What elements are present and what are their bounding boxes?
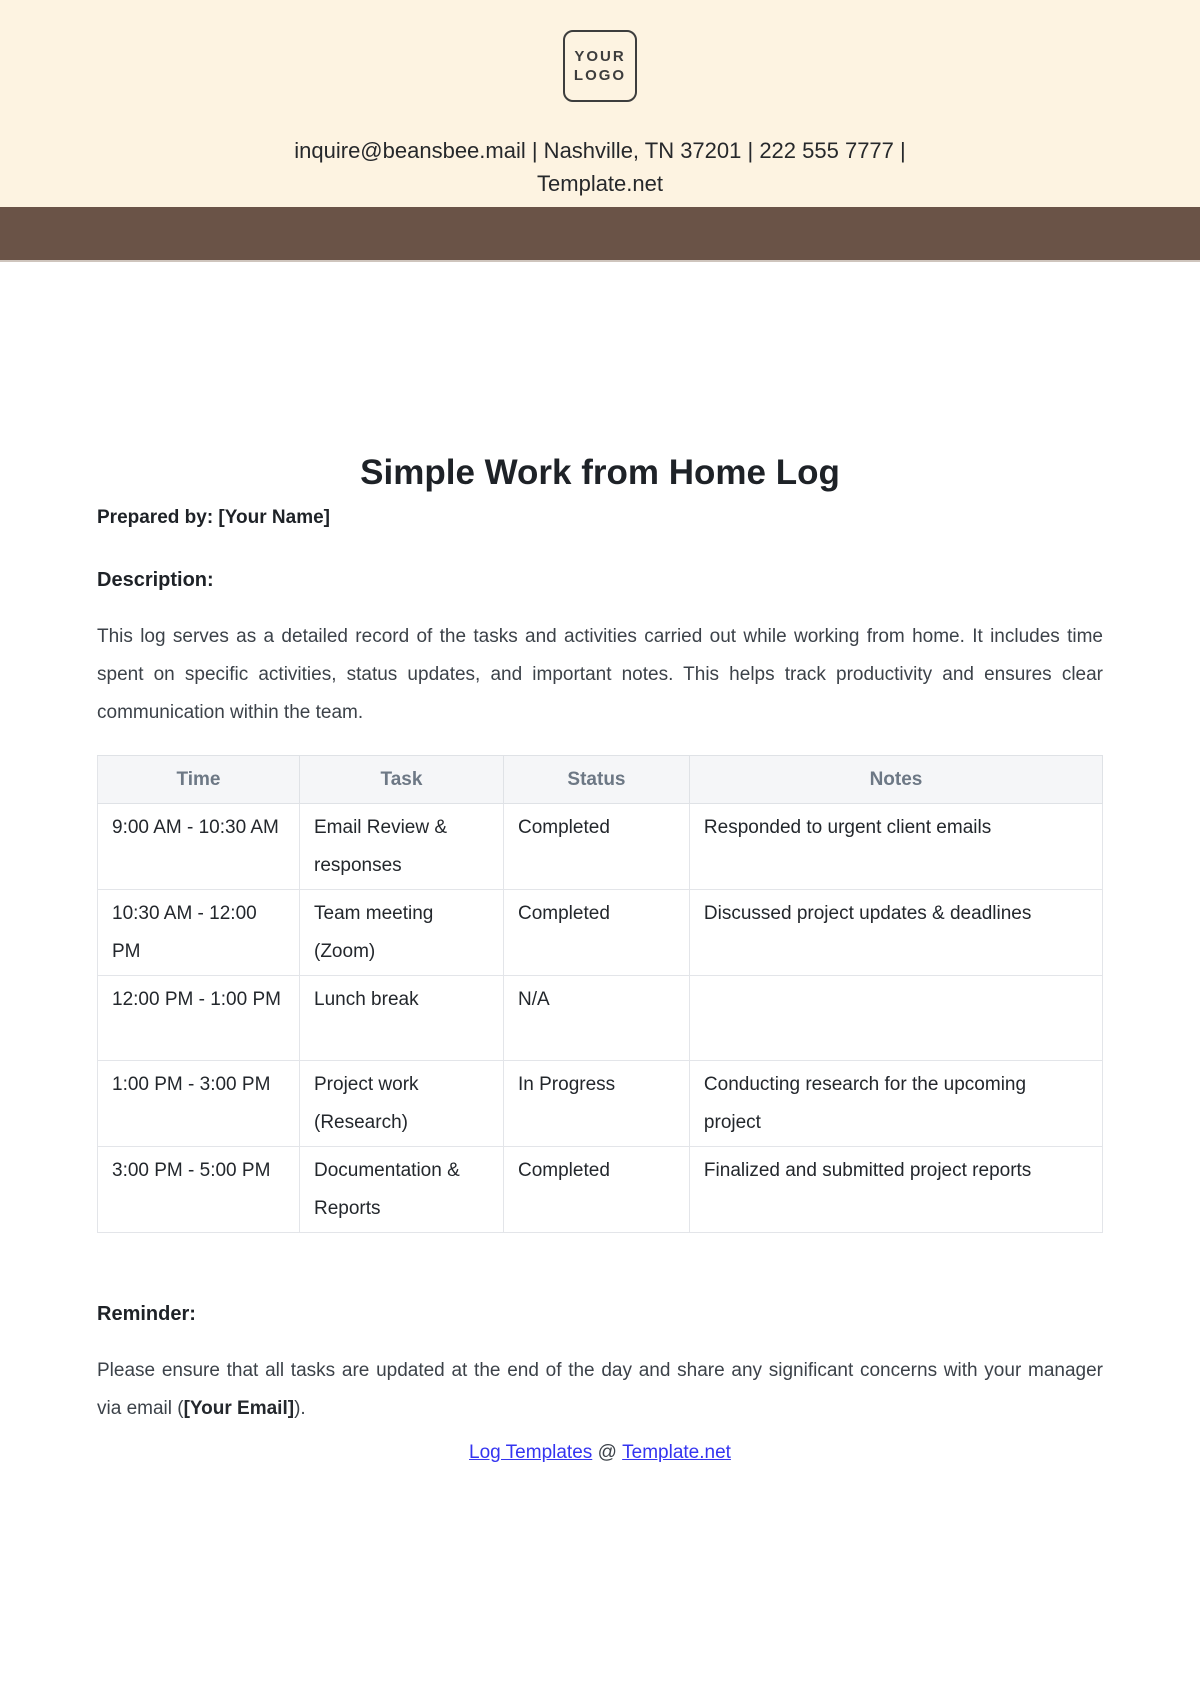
- reminder-heading: Reminder:: [97, 1303, 196, 1325]
- table-cell: Conducting research for the upcoming project: [689, 1061, 1102, 1147]
- table-header-row: [98, 756, 1103, 804]
- contact-info: inquire@beansbee.mail | Nashville, TN 37201 | 222 555 7777 | Template.net: [294, 138, 906, 196]
- table-cell: Documentation & Reports: [300, 1147, 504, 1233]
- reminder-text-before: Please ensure that all tasks are updated at the end of the day and share any significant concerns with your manager via email (: [97, 1360, 1103, 1419]
- table-row: [98, 890, 1103, 976]
- table-cell: N/A: [504, 976, 690, 1061]
- logo-text-line1: YOUR: [574, 48, 626, 65]
- table-row: [98, 1147, 1103, 1233]
- table-cell: [689, 976, 1102, 1061]
- header-cell-time: Time: [98, 756, 300, 804]
- table-cell: Completed: [504, 804, 690, 890]
- reminder-email-placeholder: [Your Email]: [183, 1398, 295, 1419]
- footer-links: [97, 1440, 1103, 1466]
- table-cell: Lunch break: [300, 976, 504, 1061]
- description-paragraph: This log serves as a detailed record of the tasks and activities carried out while working from home. It includes time spent on specific activities, status updates, and important notes. This helps track productivity and ensures clear communication within the team.: [97, 626, 1103, 723]
- prepared-by: Prepared by: [Your Name]: [97, 507, 330, 528]
- table-cell: 1:00 PM - 3:00 PM: [98, 1061, 300, 1147]
- page-title: Simple Work from Home Log: [360, 453, 840, 492]
- template-net-link[interactable]: Template.net: [622, 1442, 731, 1463]
- log-table-body: [98, 804, 1103, 1233]
- table-cell: Responded to urgent client emails: [689, 804, 1102, 890]
- table-cell: Discussed project updates & deadlines: [689, 890, 1102, 976]
- table-cell: Completed: [504, 1147, 690, 1233]
- table-row: [98, 976, 1103, 1061]
- header-cell-status: Status: [504, 756, 690, 804]
- divider-bar: [0, 207, 1200, 262]
- table-cell: Team meeting (Zoom): [300, 890, 504, 976]
- table-row: [98, 804, 1103, 890]
- table-row: [98, 1061, 1103, 1147]
- at-separator: @: [597, 1442, 617, 1463]
- reminder-text-after: ).: [294, 1398, 306, 1419]
- table-cell: 12:00 PM - 1:00 PM: [98, 976, 300, 1061]
- table-cell: Email Review & responses: [300, 804, 504, 890]
- document-body: [0, 451, 1200, 1466]
- header-cell-notes: Notes: [689, 756, 1102, 804]
- description-heading: Description:: [97, 569, 214, 591]
- logo-placeholder: [563, 30, 637, 102]
- log-templates-link[interactable]: Log Templates: [469, 1442, 593, 1463]
- table-cell: Finalized and submitted project reports: [689, 1147, 1102, 1233]
- table-cell: In Progress: [504, 1061, 690, 1147]
- table-cell: Project work (Research): [300, 1061, 504, 1147]
- reminder-paragraph: [97, 1352, 1103, 1428]
- letterhead: [0, 0, 1200, 207]
- header-cell-task: Task: [300, 756, 504, 804]
- logo-text-line2: LOGO: [573, 67, 627, 84]
- work-log-table: [97, 755, 1103, 1233]
- table-cell: 10:30 AM - 12:00 PM: [98, 890, 300, 976]
- table-cell: 9:00 AM - 10:30 AM: [98, 804, 300, 890]
- table-cell: 3:00 PM - 5:00 PM: [98, 1147, 300, 1233]
- table-cell: Completed: [504, 890, 690, 976]
